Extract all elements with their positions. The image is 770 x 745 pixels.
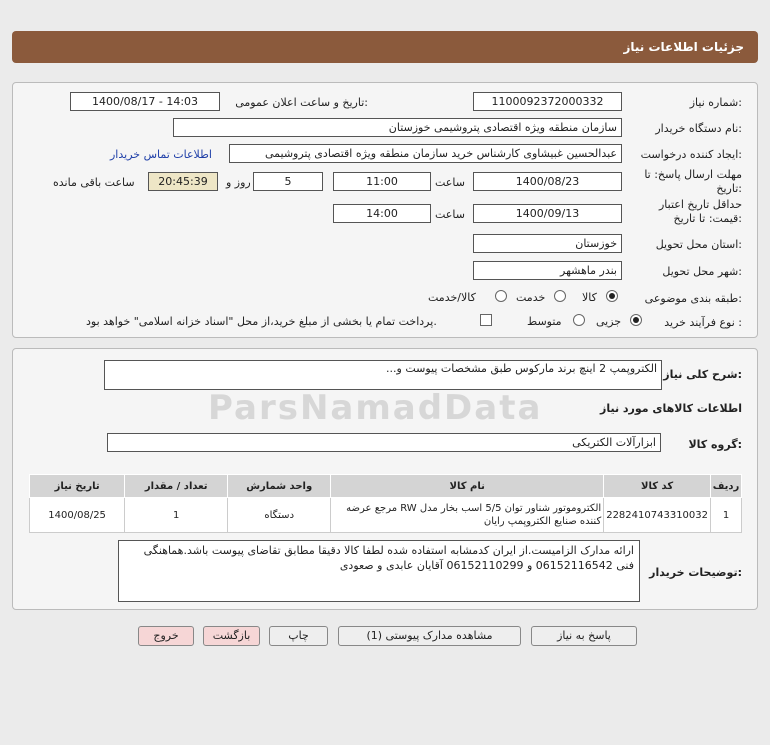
cell-date: 1400/08/25 [30, 498, 125, 533]
col-code: کد کالا [604, 475, 711, 498]
col-date: تاریخ نیاز [30, 475, 125, 498]
reply-button[interactable]: پاسخ به نیاز [531, 626, 637, 646]
buyer-org-label: نام دستگاه خریدار: [655, 122, 742, 135]
cell-row: 1 [711, 498, 742, 533]
description-field: الکتروپمپ 2 اینچ برند مارکوس طبق مشخصات پیوست و... [104, 360, 662, 390]
cell-name: الکتروموتور شناور توان 5/5 اسب بخار مدل RW مرجع عرضه کننده صنایع الکتروپمپ رایان [331, 498, 604, 533]
back-button[interactable]: بازگشت [203, 626, 260, 646]
page-header [12, 31, 758, 63]
col-name: نام کالا [331, 475, 604, 498]
process-option-minor: جزیی [596, 315, 622, 328]
items-table-header [30, 475, 742, 498]
table-row [30, 498, 742, 533]
items-table [29, 474, 742, 533]
validity-date-field: 1400/09/13 [473, 204, 622, 223]
remaining-time-field: 20:45:39 [148, 172, 218, 191]
goods-group-label: گروه کالا: [688, 438, 742, 451]
deadline-label: مهلت ارسال پاسخ: تا تاریخ: [644, 168, 742, 195]
print-button[interactable]: چاپ [269, 626, 328, 646]
treasury-payment-checkbox[interactable] [480, 314, 492, 326]
category-radio-goods[interactable] [606, 290, 618, 302]
goods-info-title: اطلاعات کالاهای مورد نیاز [600, 402, 742, 415]
process-option-medium: متوسط [527, 315, 562, 328]
cell-code: 2282410743310032 [604, 498, 711, 533]
treasury-payment-note: پرداخت تمام یا بخشی از مبلغ خرید،از محل "اسناد خزانه اسلامی" خواهد بود. [86, 315, 437, 328]
process-label: نوع فرآیند خرید : [664, 316, 742, 329]
cell-unit: دستگاه [228, 498, 331, 533]
watermark-logo: ParsNamadData [208, 388, 543, 428]
goods-group-field: ابزارآلات الکتریکی [107, 433, 661, 452]
category-label: طبقه بندی موضوعی: [644, 292, 742, 305]
category-radio-goods-service[interactable] [495, 290, 507, 302]
province-field: خوزستان [473, 234, 622, 253]
deadline-time-label: ساعت [435, 176, 465, 189]
buyer-notes-field: ارائه مدارک الزامیست.از ایران کدمشابه استفاده شده لطفا کالا دقیقا مطابق تقاضای پیوست باشد.هماهنگی فنی 06152116542 و 06152110299 آقایان عابدی و صعودی [118, 540, 640, 602]
description-label: شرح کلی نیاز: [663, 368, 742, 381]
validity-label: حداقل تاریخ اعتبار قیمت: تا تاریخ: [658, 198, 742, 225]
cell-qty: 1 [125, 498, 228, 533]
deadline-time-field: 11:00 [333, 172, 431, 191]
exit-button[interactable]: خروج [138, 626, 194, 646]
validity-time-field: 14:00 [333, 204, 431, 223]
view-attachments-button[interactable]: مشاهده مدارک پیوستی (1) [338, 626, 521, 646]
category-radio-service[interactable] [554, 290, 566, 302]
col-row: ردیف [711, 475, 742, 498]
days-label: روز و [226, 176, 251, 189]
validity-time-label: ساعت [435, 208, 465, 221]
buyer-org-field: سازمان منطقه ویژه اقتصادی پتروشیمی خوزستان [173, 118, 622, 137]
category-option-goods: کالا [582, 291, 597, 304]
requester-label: ایجاد کننده درخواست: [640, 148, 742, 161]
col-qty: تعداد / مقدار [125, 475, 228, 498]
remaining-label: ساعت باقی مانده [53, 176, 135, 189]
deadline-date-field: 1400/08/23 [473, 172, 622, 191]
announce-field: 1400/08/17 - 14:03 [70, 92, 220, 111]
process-radio-minor[interactable] [630, 314, 642, 326]
col-unit: واحد شمارش [228, 475, 331, 498]
page-title: جزئیات اطلاعات نیاز [623, 40, 744, 54]
process-radio-medium[interactable] [573, 314, 585, 326]
city-field: بندر ماهشهر [473, 261, 622, 280]
buyer-notes-label: توضیحات خریدار: [649, 566, 742, 579]
buyer-contact-link[interactable]: اطلاعات تماس خریدار [110, 148, 212, 161]
announce-label: تاریخ و ساعت اعلان عمومی: [235, 96, 368, 109]
category-option-service: خدمت [516, 291, 546, 304]
category-option-goods-service: کالا/خدمت [428, 291, 476, 304]
province-label: استان محل تحویل: [655, 238, 742, 251]
days-field: 5 [253, 172, 323, 191]
city-label: شهر محل تحویل: [662, 265, 742, 278]
need-number-label: شماره نیاز: [689, 96, 742, 109]
requester-field: عبدالحسین غبیشاوی کارشناس خرید سازمان منطقه ویژه اقتصادی پتروشیمی [229, 144, 622, 163]
need-number-field: 1100092372000332 [473, 92, 622, 111]
